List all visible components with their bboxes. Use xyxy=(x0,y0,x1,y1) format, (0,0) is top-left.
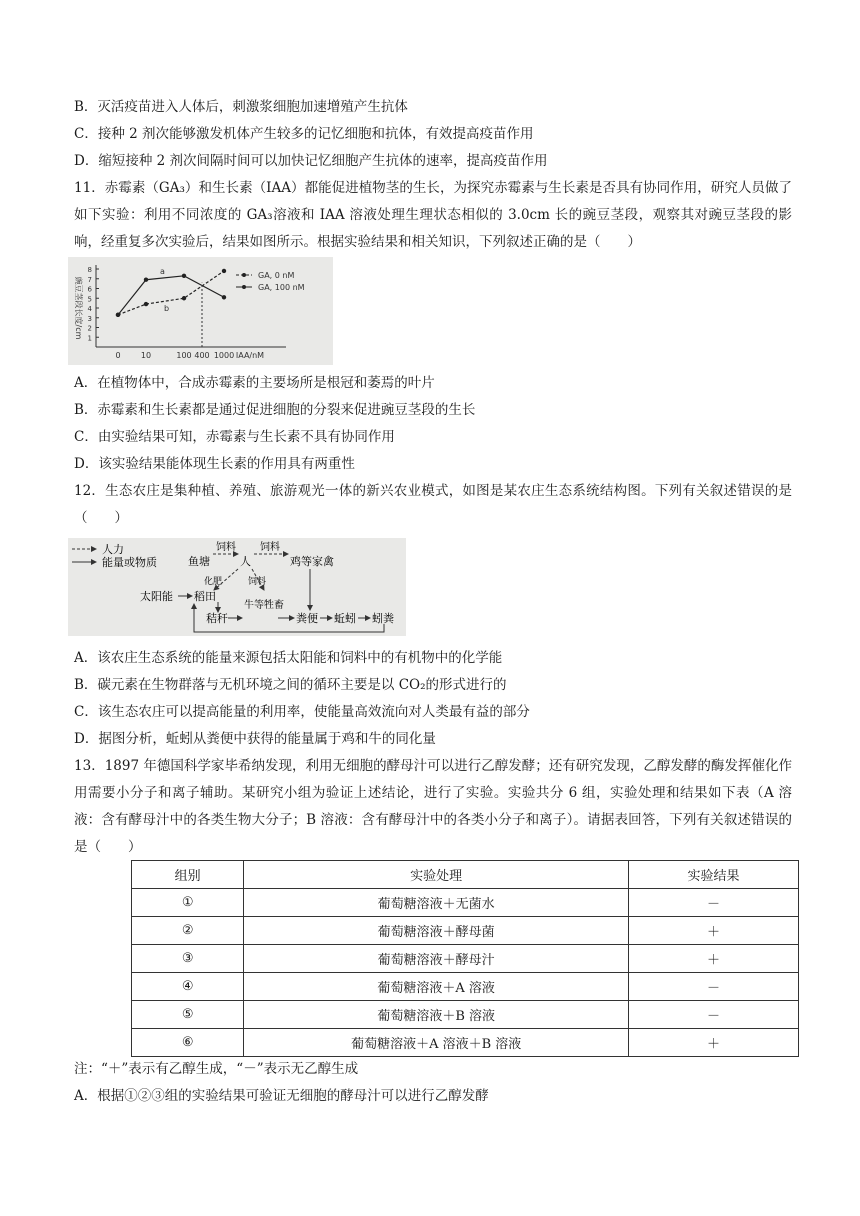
data-point xyxy=(116,313,120,317)
node-cattle: 牛等牲畜 xyxy=(244,600,284,611)
edge-feed-2: 饲料 xyxy=(260,542,280,553)
y-axis-label: 豌豆茎段长度/cm xyxy=(74,276,83,340)
cell-result: － xyxy=(628,1001,798,1029)
data-point xyxy=(222,295,226,299)
node-sun: 太阳能 xyxy=(140,590,173,603)
legend-marker xyxy=(242,273,246,277)
option-b-q10: B．灭活疫苗进入人体后，刺激浆细胞加速增殖产生抗体 xyxy=(74,99,408,115)
data-point xyxy=(144,302,148,306)
node-paddy: 稻田 xyxy=(194,590,216,603)
data-point xyxy=(222,269,226,273)
header-treatment: 实验处理 xyxy=(244,861,629,889)
table-row xyxy=(132,889,799,917)
cell-treatment: 葡萄糖溶液＋B 溶液 xyxy=(244,1001,629,1029)
x-tick-label: 0 xyxy=(115,351,121,360)
node-poultry: 鸡等家禽 xyxy=(290,555,334,568)
option-d-q11: D．该实验结果能体现生长素的作用具有两重性 xyxy=(74,456,355,472)
cell-group: ② xyxy=(132,917,244,945)
data-point xyxy=(144,278,148,282)
cell-group: ⑤ xyxy=(132,1001,244,1029)
option-b-q12: B．碳元素在生物群落与无机环境之间的循环主要是以 CO₂的形式进行的 xyxy=(74,677,507,693)
experiment-table xyxy=(131,860,799,1057)
table-row xyxy=(132,1029,799,1057)
legend-marker xyxy=(242,285,246,289)
node-wormcast: 蚓粪 xyxy=(372,612,394,625)
option-d-q10: D．缩短接种 2 剂次间隔时间可以加快记忆细胞产生抗体的速率，提高疫苗作用 xyxy=(74,153,548,169)
option-c-q11: C．由实验结果可知，赤霉素与生长素不具有协同作用 xyxy=(74,429,395,445)
node-human: 人 xyxy=(240,555,251,568)
cell-group: ④ xyxy=(132,973,244,1001)
question-12: 12．生态农庄是集种植、养殖、旅游观光一体的新兴农业模式，如图是某农庄生态系统结构图。下列有关叙述错误的是（ ） xyxy=(74,483,792,526)
y-tick-label: 1 xyxy=(87,334,92,343)
node-straw: 秸秆 xyxy=(206,612,228,625)
x-tick-label: 400 xyxy=(194,351,210,360)
table-row xyxy=(132,973,799,1001)
legend-manpower: 人力 xyxy=(102,543,124,556)
cell-result: ＋ xyxy=(628,917,798,945)
chart-figure xyxy=(68,257,333,365)
option-c-q10: C．接种 2 剂次能够激发机体产生较多的记忆细胞和抗体，有效提高疫苗作用 xyxy=(74,126,534,142)
cell-treatment: 葡萄糖溶液＋酵母菌 xyxy=(244,917,629,945)
cell-treatment: 葡萄糖溶液＋A 溶液＋B 溶液 xyxy=(244,1029,629,1057)
ecosystem-diagram xyxy=(68,538,406,636)
cell-result: － xyxy=(628,973,798,1001)
node-feces: 粪便 xyxy=(296,612,318,625)
table-row xyxy=(132,1001,799,1029)
table-row xyxy=(132,917,799,945)
x-axis-label: IAA/nM xyxy=(235,351,265,360)
y-tick-label: 8 xyxy=(87,266,92,274)
cell-group: ① xyxy=(132,889,244,917)
edge-fertilizer: 化肥 xyxy=(204,577,223,587)
diagram-svg xyxy=(68,538,406,636)
legend-energy: 能量或物质 xyxy=(102,556,157,569)
option-c-q12: C．该生态农庄可以提高能量的利用率，使能量高效流向对人类最有益的部分 xyxy=(74,704,530,720)
node-earthworm: 蚯蚓 xyxy=(334,612,356,625)
chart-svg xyxy=(68,257,333,365)
edge-feed-3: 饲料 xyxy=(248,577,267,587)
question-11: 11．赤霉素（GA₃）和生长素（IAA）都能促进植物茎的生长，为探究赤霉素与生长素是否具有协同作用，研究人员做了如下实验：利用不同浓度的 GA₃溶液和 IAA 溶液处理生理状态相似的 3.0cm 长的豌豆茎段，观察其对豌豆茎段的影响，经重复多次实验后，结果如图所示。根据实验结果和相关知识，下列叙述正确的是（ ） xyxy=(74,180,792,250)
cell-group: ③ xyxy=(132,945,244,973)
table-note: 注：“＋”表示有乙醇生成，“－”表示无乙醇生成 xyxy=(74,1061,359,1077)
table-header-row xyxy=(132,861,799,889)
data-point xyxy=(182,274,186,278)
option-a-q12: A．该农庄生态系统的能量来源包括太阳能和饲料中的有机物中的化学能 xyxy=(74,650,503,666)
header-group: 组别 xyxy=(132,861,244,889)
cell-treatment: 葡萄糖溶液＋酵母汁 xyxy=(244,945,629,973)
legend-label: GA, 0 nM xyxy=(258,271,295,280)
header-result: 实验结果 xyxy=(628,861,798,889)
cell-result: ＋ xyxy=(628,945,798,973)
cell-result: ＋ xyxy=(628,1029,798,1057)
y-tick-label: 4 xyxy=(87,305,92,313)
annotation-a: a xyxy=(160,266,165,276)
annotation-b: b xyxy=(164,304,170,314)
y-tick-label: 5 xyxy=(87,295,92,304)
legend-label: GA, 100 nM xyxy=(258,283,305,292)
cell-group: ⑥ xyxy=(132,1029,244,1057)
x-tick-label: 10 xyxy=(140,351,152,360)
option-a-q11: A．在植物体中，合成赤霉素的主要场所是根冠和萎焉的叶片 xyxy=(74,375,435,391)
x-tick-label: 1000 xyxy=(213,351,235,360)
cell-treatment: 葡萄糖溶液＋A 溶液 xyxy=(244,973,629,1001)
option-b-q11: B．赤霉素和生长素都是通过促进细胞的分裂来促进豌豆茎段的生长 xyxy=(74,402,476,418)
y-tick-label: 3 xyxy=(87,314,92,323)
y-tick-label: 6 xyxy=(87,285,92,294)
x-tick-label: 100 xyxy=(176,351,192,360)
question-13: 13．1897 年德国科学家毕希纳发现，利用无细胞的酵母汁可以进行乙醇发酵；还有研究发现，乙醇发酵的酶发挥催化作用需要小分子和离子辅助。某研究小组为验证上述结论，进行了实验。实验共分 6 组，实验处理和结果如下表（A 溶液：含有酵母汁中的各类生物大分子；B 溶液：含有酵母汁中的各类小分子和离子）。请据表回答，下列有关叙述错误的是（ ） xyxy=(74,758,792,855)
option-d-q12: D．据图分析，蚯蚓从粪便中获得的能量属于鸡和牛的同化量 xyxy=(74,731,436,747)
cell-result: － xyxy=(628,889,798,917)
node-fishpond: 鱼塘 xyxy=(188,555,210,568)
data-point xyxy=(182,296,186,300)
cell-treatment: 葡萄糖溶液＋无菌水 xyxy=(244,889,629,917)
y-tick-label: 7 xyxy=(87,275,92,284)
y-tick-label: 2 xyxy=(87,324,92,333)
table-row xyxy=(132,945,799,973)
edge-feed-1: 饲料 xyxy=(216,542,236,553)
option-a-q13: A．根据①②③组的实验结果可验证无细胞的酵母汁可以进行乙醇发酵 xyxy=(74,1088,489,1104)
